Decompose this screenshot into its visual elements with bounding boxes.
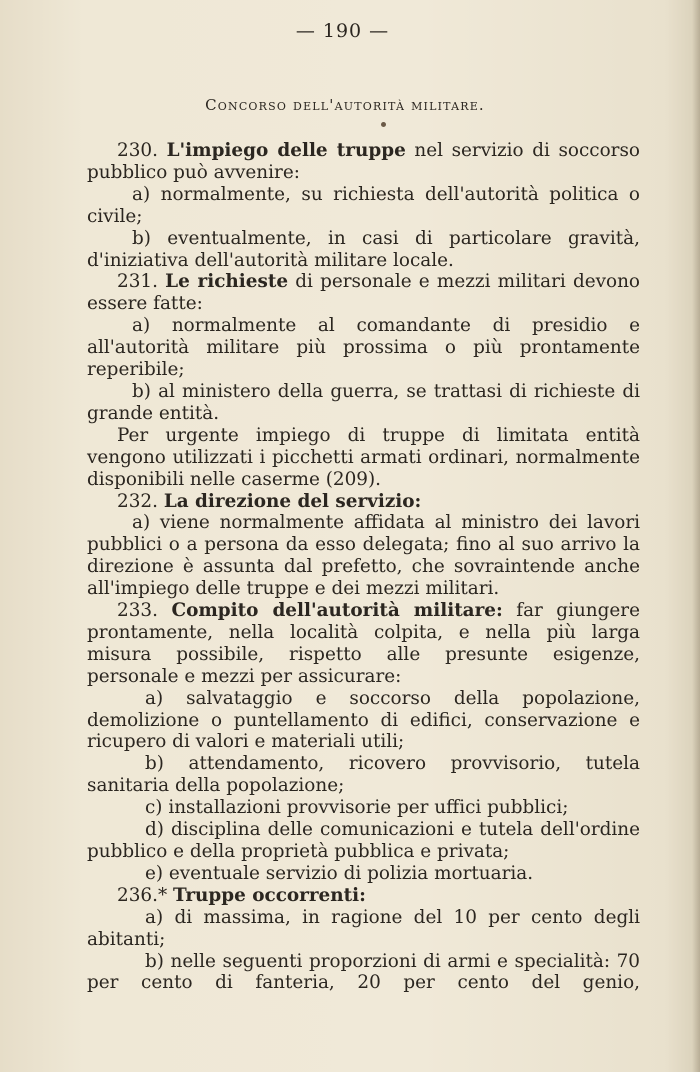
list-item-232a: a) viene normalmente affidata al ministro dei lavori pubblici o a persona da esso delegata; fino al suo arrivo la direzione è assunta dal prefetto, che sovraintende anche all'impiego delle truppe e dei mezzi militari. <box>87 512 640 600</box>
list-item-233c: c) installazioni provvisorie per uffici pubblici; <box>145 797 569 819</box>
list-item-231b: b) al ministero della guerra, se trattasi di richieste di grande entità. <box>87 380 640 424</box>
paragraph-number: 230. <box>117 140 158 161</box>
paragraph-heading: Truppe occorrenti: <box>173 884 366 906</box>
list-item-236b: b) nelle seguenti proporzioni di armi e specialità: 70 per cento di fanteria, 20 per cento del genio, <box>87 950 640 994</box>
list-item-230a: a) normalmente, su richiesta dell'autorità politica o civile; <box>87 183 640 227</box>
body-text <box>87 140 640 994</box>
paragraph-heading: Compito dell'autorità militare: <box>171 600 503 622</box>
paragraph-number: 236.* <box>117 884 168 906</box>
paragraph-230 <box>87 140 640 184</box>
paragraph-number: 231. <box>117 271 158 293</box>
list-item-230b: b) eventualmente, in casi di particolare gravità, d'iniziativa dell'autorità militare locale. <box>87 227 640 271</box>
paragraph-text: nel servizio di soccorso pubblico può avvenire: <box>87 140 640 183</box>
paragraph-text: far giungere prontamente, nella località colpita, e nella più larga misura possibile, rispetto alle presunte esigenze, personale e mezzi per assicurare: <box>87 600 640 687</box>
paragraph-232 <box>87 491 640 513</box>
section-title: Concorso dell'autorità militare. <box>205 96 485 114</box>
paragraph-231-note: Per urgente impiego di truppe di limitata entità vengono utilizzati i picchetti armati ordinari, normalmente disponibili nelle caserme (209). <box>87 424 640 490</box>
paragraph-heading: L'impiego delle truppe <box>166 140 406 161</box>
list-item-233e: e) eventuale servizio di polizia mortuaria. <box>145 862 534 884</box>
list-item-233b: b) attendamento, ricovero provvisorio, tutela sanitaria della popolazione; <box>87 753 640 797</box>
paragraph-231 <box>87 271 640 315</box>
list-item-236a: a) di massima, in ragione del 10 per cento degli abitanti; <box>87 906 640 950</box>
paragraph-236 <box>87 885 640 907</box>
paragraph-number: 233. <box>117 600 158 622</box>
page-number: — 190 — <box>295 20 390 42</box>
page-edge-shadow <box>692 0 700 1072</box>
paragraph-heading: La direzione del servizio: <box>163 490 422 512</box>
paragraph-text: di personale e mezzi militari devono essere fatte: <box>87 271 641 315</box>
paragraph-233 <box>87 600 640 688</box>
ornament-dot <box>381 122 386 127</box>
list-item-231a: a) normalmente al comandante di presidio e all'autorità militare più prossima o più prontamente reperibile; <box>87 315 640 381</box>
list-item-233d: d) disciplina delle comunicazioni e tutela dell'ordine pubblico e della proprietà pubblica e privata; <box>87 819 640 862</box>
paragraph-number: 232. <box>117 490 158 512</box>
list-item-233a: a) salvataggio e soccorso della popolazione, demolizione o puntellamento di edifici, conservazione e ricupero di valori e materiali utili; <box>87 687 640 753</box>
paragraph-heading: Le richieste <box>165 271 289 293</box>
